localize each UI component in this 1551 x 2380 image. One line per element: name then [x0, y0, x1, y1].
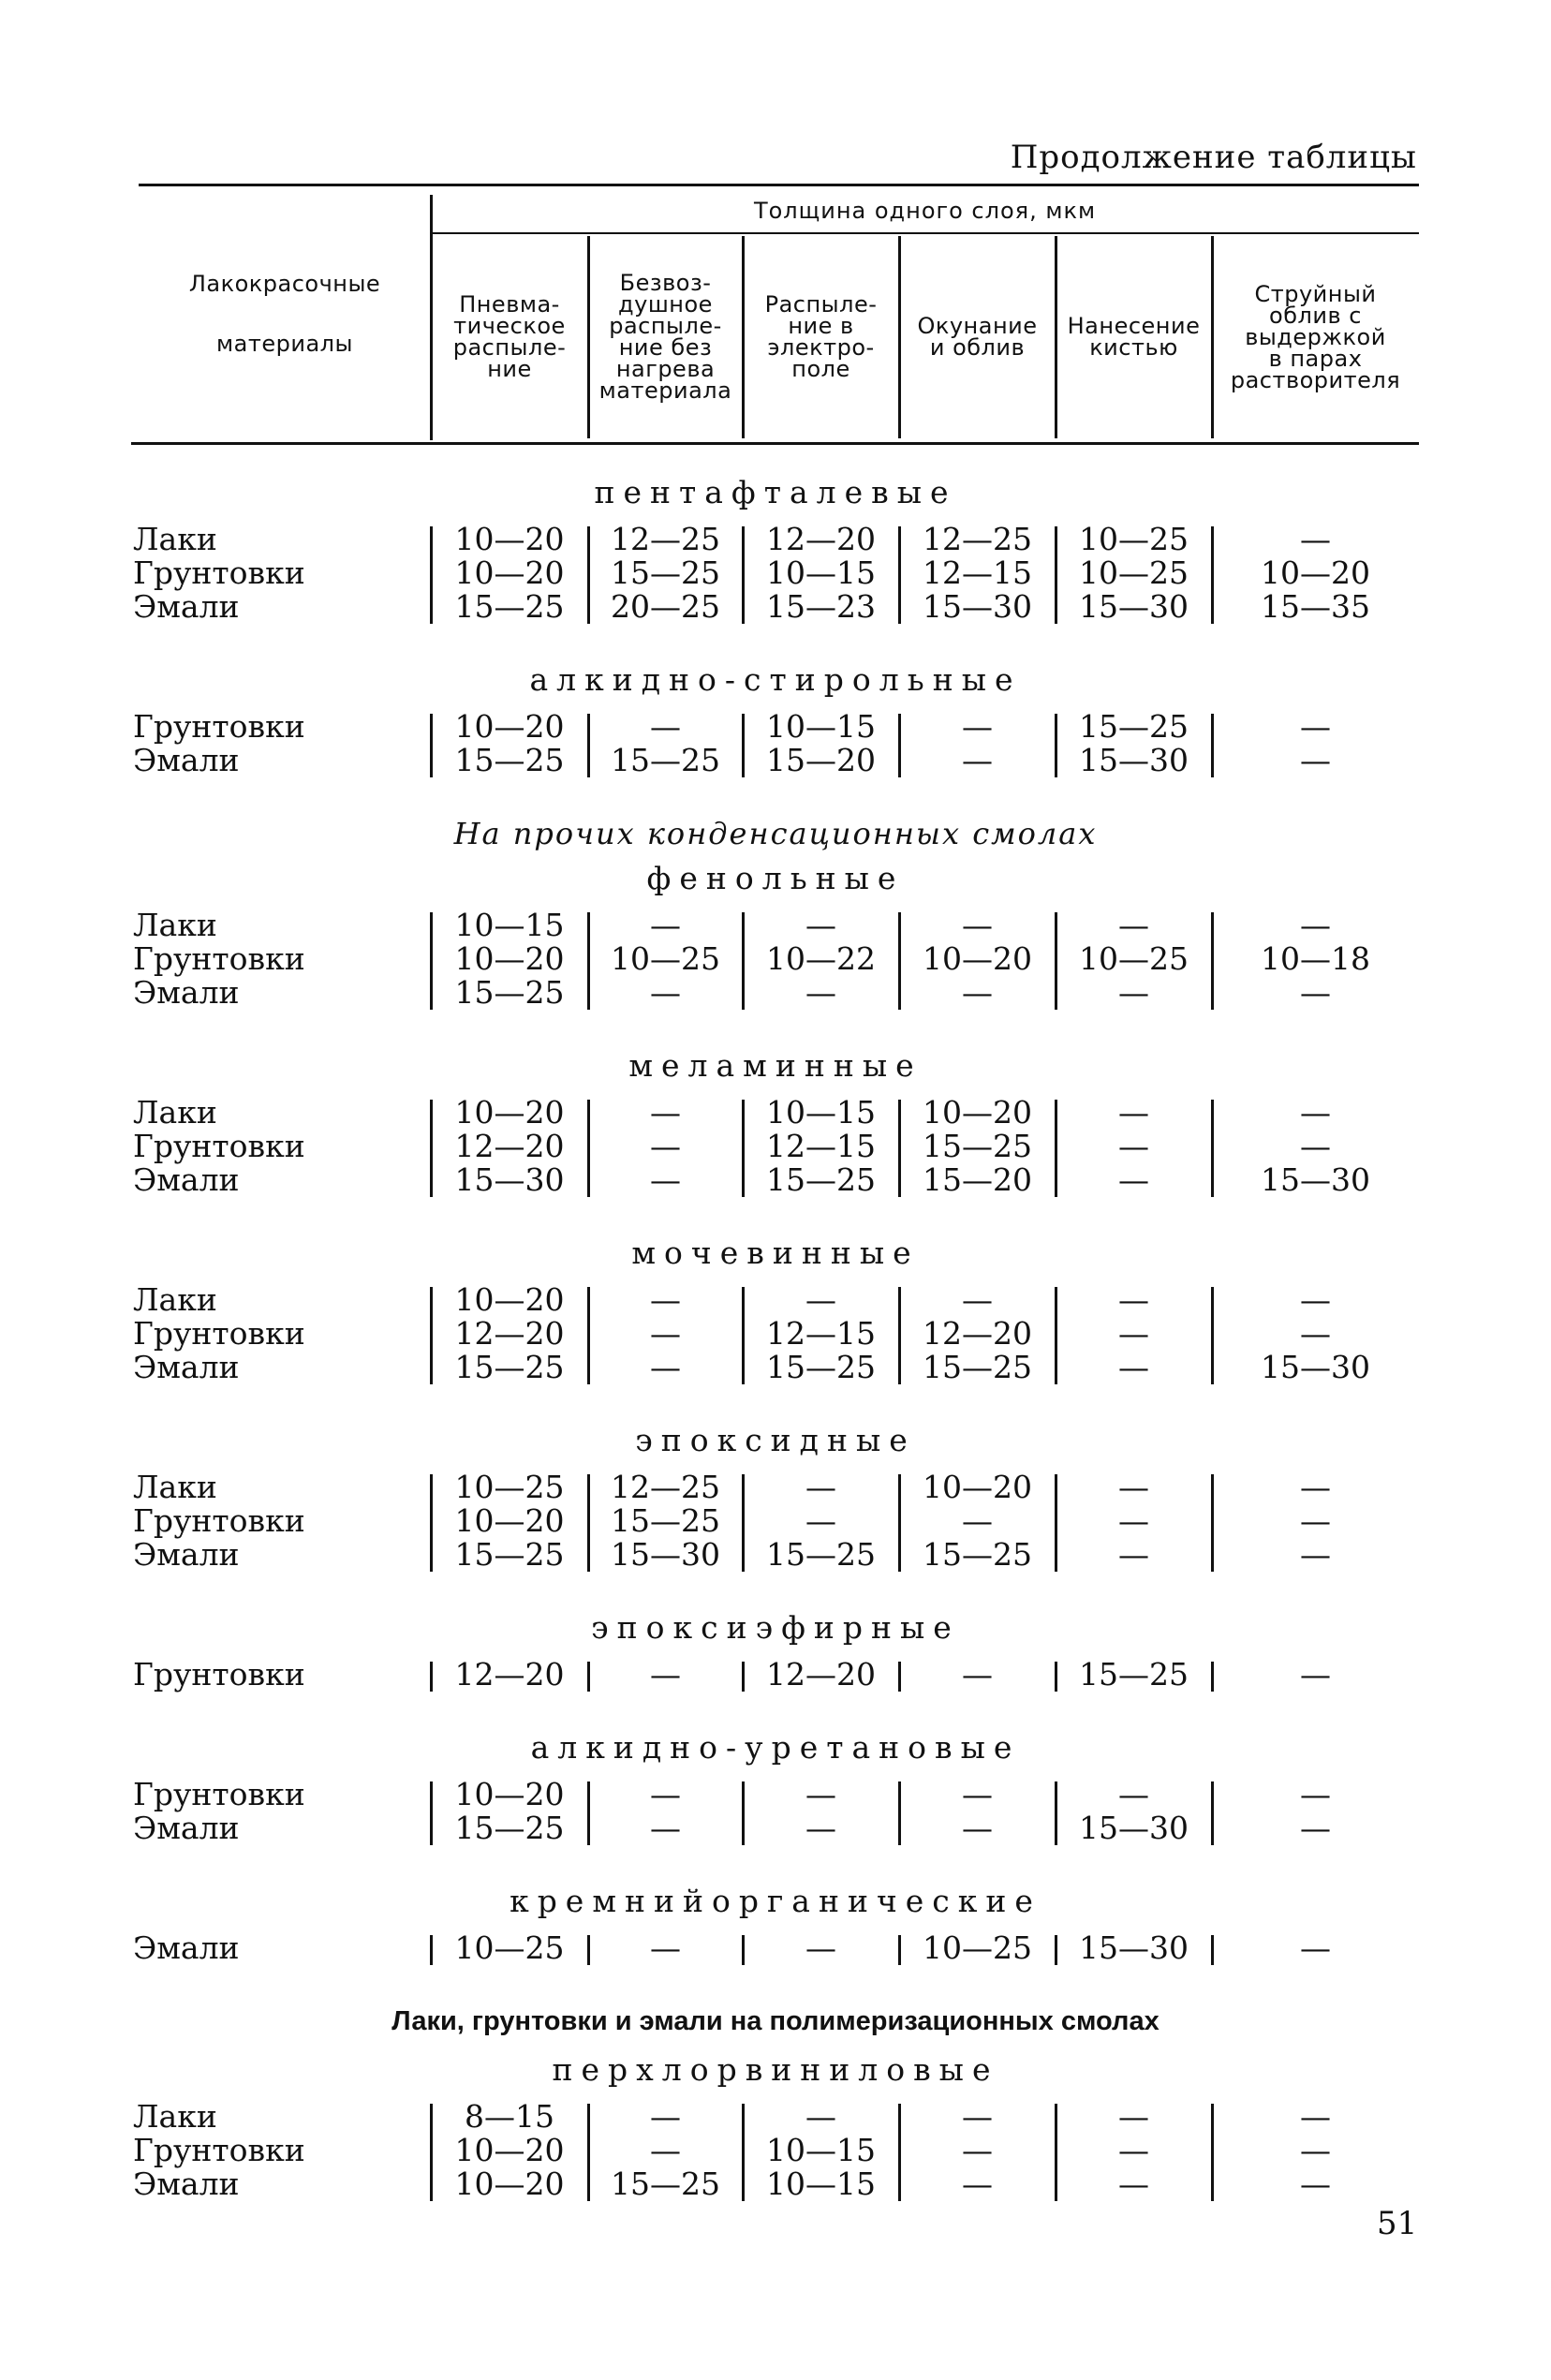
table-cell: — [1118, 1776, 1149, 1812]
table-cell: — [1300, 907, 1331, 943]
table-cell: — [650, 1810, 681, 1846]
column-divider [898, 1474, 901, 1572]
table-cell: — [962, 708, 993, 745]
table-cell: 12—20 [766, 521, 876, 557]
table-cell: 10—15 [766, 2166, 876, 2202]
method-header-line: распыле- [609, 313, 722, 339]
column-divider [430, 1781, 433, 1845]
table-cell: — [650, 1161, 681, 1198]
column-divider [1055, 1474, 1057, 1572]
table-cell: 15—20 [923, 1161, 1032, 1198]
row-label: Грунтовки [133, 554, 305, 591]
table-cell: — [805, 1281, 836, 1318]
table-cell: — [650, 708, 681, 745]
section-title: меламинные [628, 1047, 923, 1084]
column-divider [898, 1100, 901, 1197]
table-cell: 12—20 [766, 1656, 876, 1693]
column-divider [587, 1474, 590, 1572]
table-cell: — [805, 1776, 836, 1812]
table-cell: — [805, 974, 836, 1011]
table-cell: 15—25 [454, 1536, 565, 1573]
table-cell: 10—25 [923, 1929, 1032, 1966]
table-cell: — [805, 1810, 836, 1846]
table-cell: 15—25 [611, 742, 720, 778]
table-cell: — [1118, 1536, 1149, 1573]
column-divider [742, 714, 745, 777]
column-divider [430, 526, 433, 624]
table-cell: — [962, 1656, 993, 1693]
table-cell: 15—25 [766, 1536, 876, 1573]
table-cell: — [650, 1776, 681, 1812]
row-label: Эмали [133, 1929, 240, 1966]
table-cell: 15—25 [454, 1349, 565, 1385]
table-cell: 10—25 [1079, 940, 1189, 977]
table-cell: 10—25 [611, 940, 720, 977]
table-cell: 15—30 [1079, 588, 1189, 625]
table-cell: — [650, 907, 681, 943]
table-cell: 10—25 [1079, 554, 1189, 591]
page-number: 51 [1377, 2205, 1418, 2242]
method-header-line: душное [618, 291, 713, 318]
column-divider [430, 1662, 433, 1692]
table-cell: — [805, 1502, 836, 1539]
method-header-line: растворителя [1230, 366, 1401, 393]
column-divider [742, 1287, 745, 1384]
table-cell: 12—20 [454, 1656, 565, 1693]
table-cell: — [1300, 1128, 1331, 1164]
table-cell: 12—15 [766, 1315, 876, 1352]
column-divider [587, 714, 590, 777]
column-divider [742, 1935, 745, 1965]
method-header-line: в парах [1268, 345, 1363, 372]
table-cell: — [805, 1469, 836, 1505]
row-label: Лаки [133, 1094, 217, 1131]
method-header-line: ние [487, 356, 532, 382]
column-divider [587, 526, 590, 624]
group-title: На прочих конденсационных смолах [453, 816, 1098, 851]
column-divider [742, 1474, 745, 1572]
column-divider [1211, 912, 1214, 1010]
table-cell: — [962, 907, 993, 943]
table-cell: 15—23 [766, 588, 876, 625]
table-cell: — [1300, 1776, 1331, 1812]
column-divider [587, 1662, 590, 1692]
table-cell: — [805, 907, 836, 943]
row-label: Грунтовки [133, 1315, 305, 1352]
row-label: Лаки [133, 521, 217, 557]
column-divider [587, 912, 590, 1010]
table-cell: 15—25 [454, 974, 565, 1011]
table-cell: — [650, 1349, 681, 1385]
table-cell: — [650, 1128, 681, 1164]
table-cell: 12—20 [923, 1315, 1032, 1352]
row-label: Эмали [133, 1536, 240, 1573]
table-cell: — [1118, 1281, 1149, 1318]
column-divider [898, 1935, 901, 1965]
column-divider [587, 1100, 590, 1197]
section-title: кремнийорганические [510, 1883, 1041, 1919]
row-label: Эмали [133, 1161, 240, 1198]
column-divider [1211, 526, 1214, 624]
method-header-line: Распыле- [764, 291, 878, 318]
row-label: Эмали [133, 974, 240, 1011]
method-header-line: Струйный [1254, 280, 1377, 307]
method-header-line: облив с [1269, 302, 1362, 329]
table-cell: — [1300, 1094, 1331, 1131]
column-divider [430, 1474, 433, 1572]
row-label: Лаки [133, 1281, 217, 1318]
table-cell: — [650, 1656, 681, 1693]
table-cell: — [1300, 2166, 1331, 2202]
row-label: Грунтовки [133, 1656, 305, 1693]
table-cell: 10—25 [454, 1929, 565, 1966]
method-header-line: Нанесение [1067, 313, 1201, 339]
row-label: Эмали [133, 1349, 240, 1385]
row-label: Грунтовки [133, 1502, 305, 1539]
column-divider [898, 526, 901, 624]
table-cell: 15—25 [1079, 708, 1189, 745]
table-cell: 10—20 [454, 521, 565, 557]
table-cell: 15—25 [923, 1536, 1032, 1573]
method-header-line: распыле- [452, 334, 567, 361]
table-cell: — [1300, 521, 1331, 557]
materials-header-line: Лакокрасочные [188, 271, 381, 297]
column-divider [587, 1287, 590, 1384]
continuation-caption: Продолжение таблицы [1010, 139, 1417, 176]
method-header-line: ние в [788, 313, 854, 339]
table-cell: 12—20 [454, 1128, 565, 1164]
column-divider [1055, 1935, 1057, 1965]
table-cell: 15—25 [454, 742, 565, 778]
table-cell: 15—35 [1261, 588, 1370, 625]
table-cell: 10—20 [923, 1469, 1032, 1505]
table-cell: 15—30 [1079, 1810, 1189, 1846]
table-cell: — [650, 1094, 681, 1131]
table-cell: 15—25 [766, 1161, 876, 1198]
table-cell: — [962, 742, 993, 778]
table-cell: 10—25 [1079, 521, 1189, 557]
table-cell: — [1300, 2098, 1331, 2135]
column-divider [430, 912, 433, 1010]
table-cell: — [650, 1315, 681, 1352]
column-divider [898, 714, 901, 777]
table-cell: — [1118, 1469, 1149, 1505]
column-divider [1055, 526, 1057, 624]
section-title: эпоксидные [635, 1422, 916, 1458]
row-label: Лаки [133, 907, 217, 943]
table-cell: — [962, 1281, 993, 1318]
column-divider [898, 1662, 901, 1692]
table-cell: — [650, 2098, 681, 2135]
method-header-line: кистью [1089, 334, 1178, 361]
table-cell: 15—25 [611, 1502, 720, 1539]
table-cell: 10—25 [454, 1469, 565, 1505]
column-divider [742, 912, 745, 1010]
table-cell: 15—30 [1079, 742, 1189, 778]
table-cell: — [962, 1776, 993, 1812]
table-cell: — [1118, 1349, 1149, 1385]
table-cell: — [962, 2098, 993, 2135]
column-divider [1055, 2104, 1057, 2201]
row-label: Грунтовки [133, 2132, 305, 2168]
method-header-line: материала [598, 377, 732, 404]
method-header-line: Окунание [917, 313, 1038, 339]
column-divider [1055, 912, 1057, 1010]
table-cell: 10—20 [454, 2132, 565, 2168]
row-label: Грунтовки [133, 1776, 305, 1812]
table-cell: 12—20 [454, 1315, 565, 1352]
table-cell: — [1300, 1315, 1331, 1352]
table-cell: — [1300, 1656, 1331, 1693]
header-bottom-rule [131, 442, 1419, 445]
table-cell: 10—15 [766, 708, 876, 745]
column-divider [898, 912, 901, 1010]
table-cell: — [1118, 1502, 1149, 1539]
section-title: алкидно-уретановые [530, 1729, 1021, 1766]
row-label: Эмали [133, 2166, 240, 2202]
column-divider [898, 2104, 901, 2201]
table-cell: — [1300, 2132, 1331, 2168]
table-cell: 12—15 [923, 554, 1032, 591]
table-cell: — [962, 1502, 993, 1539]
table-cell: 15—25 [454, 1810, 565, 1846]
table-cell: — [1118, 1315, 1149, 1352]
column-divider [742, 1662, 745, 1692]
column-divider [430, 714, 433, 777]
row-label: Эмали [133, 742, 240, 778]
table-cell: 15—30 [1261, 1349, 1370, 1385]
method-header-line: выдержкой [1245, 323, 1386, 350]
group-title: Лаки, грунтовки и эмали на полимеризационных смолах [391, 2006, 1160, 2036]
table-cell: 10—15 [766, 2132, 876, 2168]
table-cell: — [962, 1810, 993, 1846]
column-divider [742, 2104, 745, 2201]
table-cell: 10—22 [766, 940, 876, 977]
method-header-line: ние без [618, 334, 713, 361]
table-cell: 8—15 [465, 2098, 554, 2135]
row-label: Лаки [133, 2098, 217, 2135]
table-cell: — [1118, 1094, 1149, 1131]
table-cell: — [1300, 1536, 1331, 1573]
table-cell: — [1118, 2098, 1149, 2135]
table-cell: 10—20 [454, 1776, 565, 1812]
method-header-line: Безвоз- [619, 270, 712, 296]
table-cell: 12—15 [766, 1128, 876, 1164]
table-cell: 15—25 [923, 1349, 1032, 1385]
column-divider [1211, 2104, 1214, 2201]
table-cell: — [805, 1929, 836, 1966]
table-cell: 10—15 [766, 554, 876, 591]
table-cell: 10—15 [766, 1094, 876, 1131]
column-divider [430, 2104, 433, 2201]
column-divider [742, 1781, 745, 1845]
row-label: Грунтовки [133, 708, 305, 745]
column-divider [1211, 1781, 1214, 1845]
section-title: пентафталевые [594, 474, 957, 510]
table-cell: 10—20 [454, 1502, 565, 1539]
section-title: алкидно-стирольные [529, 661, 1022, 698]
table-cell: 10—20 [454, 708, 565, 745]
column-divider [1211, 1935, 1214, 1965]
table-cell: 15—25 [611, 554, 720, 591]
table-cell: 15—30 [611, 1536, 720, 1573]
column-divider [430, 1935, 433, 1965]
table-cell: — [650, 1929, 681, 1966]
table-cell: 15—30 [1261, 1161, 1370, 1198]
column-divider [1055, 1287, 1057, 1384]
table-cell: 10—20 [454, 1281, 565, 1318]
table-cell: — [1300, 1810, 1331, 1846]
table-cell: 15—25 [766, 1349, 876, 1385]
table-cell: 15—30 [1079, 1929, 1189, 1966]
table-cell: — [962, 974, 993, 1011]
row-label: Грунтовки [133, 1128, 305, 1164]
column-divider [1055, 1662, 1057, 1692]
column-divider [1211, 1287, 1214, 1384]
table-cell: — [1300, 1281, 1331, 1318]
column-divider [1055, 714, 1057, 777]
table-cell: — [1118, 1161, 1149, 1198]
table-cell: 10—15 [454, 907, 565, 943]
column-divider [1055, 1781, 1057, 1845]
table-cell: — [1118, 2132, 1149, 2168]
column-divider [1211, 1662, 1214, 1692]
table-cell: 15—20 [766, 742, 876, 778]
table-cell: 10—20 [454, 1094, 565, 1131]
column-divider [430, 1287, 433, 1384]
table-cell: — [1300, 1469, 1331, 1505]
table-cell: 10—20 [454, 554, 565, 591]
table-cell: 10—20 [923, 1094, 1032, 1131]
section-title: фенольные [646, 860, 905, 896]
table-cell: 10—20 [923, 940, 1032, 977]
table-cell: 12—25 [611, 521, 720, 557]
method-header-line: тическое [453, 313, 566, 339]
column-divider [1211, 714, 1214, 777]
table-cell: — [1118, 2166, 1149, 2202]
section-title: мочевинные [631, 1234, 920, 1271]
table-cell: 10—18 [1261, 940, 1370, 977]
column-divider [1055, 1100, 1057, 1197]
table-cell: 10—20 [454, 2166, 565, 2202]
table-cell: 12—25 [611, 1469, 720, 1505]
section-title: эпоксиэфирные [591, 1609, 960, 1646]
table-cell: — [1300, 708, 1331, 745]
table-cell: — [650, 2132, 681, 2168]
materials-header-line: материалы [216, 331, 353, 357]
method-header-line: поле [791, 356, 850, 382]
column-divider [898, 1781, 901, 1845]
column-divider [742, 1100, 745, 1197]
column-divider [587, 1781, 590, 1845]
column-divider [1211, 1474, 1214, 1572]
table-cell: 15—25 [1079, 1656, 1189, 1693]
table-cell: — [1300, 1929, 1331, 1966]
table-cell: 15—30 [454, 1161, 565, 1198]
method-header-line: Пневма- [459, 291, 560, 318]
row-label: Эмали [133, 1810, 240, 1846]
table-cell: 15—25 [611, 2166, 720, 2202]
table-cell: 10—20 [1261, 554, 1370, 591]
row-label: Лаки [133, 1469, 217, 1505]
table-cell: 15—25 [454, 588, 565, 625]
table-cell: — [962, 2166, 993, 2202]
thickness-header: Толщина одного слоя, мкм [753, 198, 1097, 224]
section-title: перхлорвиниловые [552, 2051, 999, 2088]
row-label: Эмали [133, 588, 240, 625]
column-divider [587, 2104, 590, 2201]
table-cell: 15—30 [923, 588, 1032, 625]
table-cell: — [650, 1281, 681, 1318]
column-divider [587, 1935, 590, 1965]
table-cell: — [805, 2098, 836, 2135]
table-cell: 15—25 [923, 1128, 1032, 1164]
table-cell: — [1300, 974, 1331, 1011]
method-header-line: и облив [929, 334, 1026, 361]
method-header-line: электро- [767, 334, 875, 361]
table-cell: — [650, 974, 681, 1011]
table-cell: — [1300, 1502, 1331, 1539]
column-divider [898, 1287, 901, 1384]
table-cell: 12—25 [923, 521, 1032, 557]
table-cell: — [1118, 907, 1149, 943]
method-header-line: нагрева [615, 356, 716, 382]
column-divider [430, 1100, 433, 1197]
table-cell: — [962, 2132, 993, 2168]
row-label: Грунтовки [133, 940, 305, 977]
table-cell: — [1118, 1128, 1149, 1164]
column-divider [1211, 1100, 1214, 1197]
table-cell: 20—25 [611, 588, 720, 625]
table-cell: — [1118, 974, 1149, 1011]
column-divider [742, 526, 745, 624]
table-cell: — [1300, 742, 1331, 778]
table-cell: 10—20 [454, 940, 565, 977]
